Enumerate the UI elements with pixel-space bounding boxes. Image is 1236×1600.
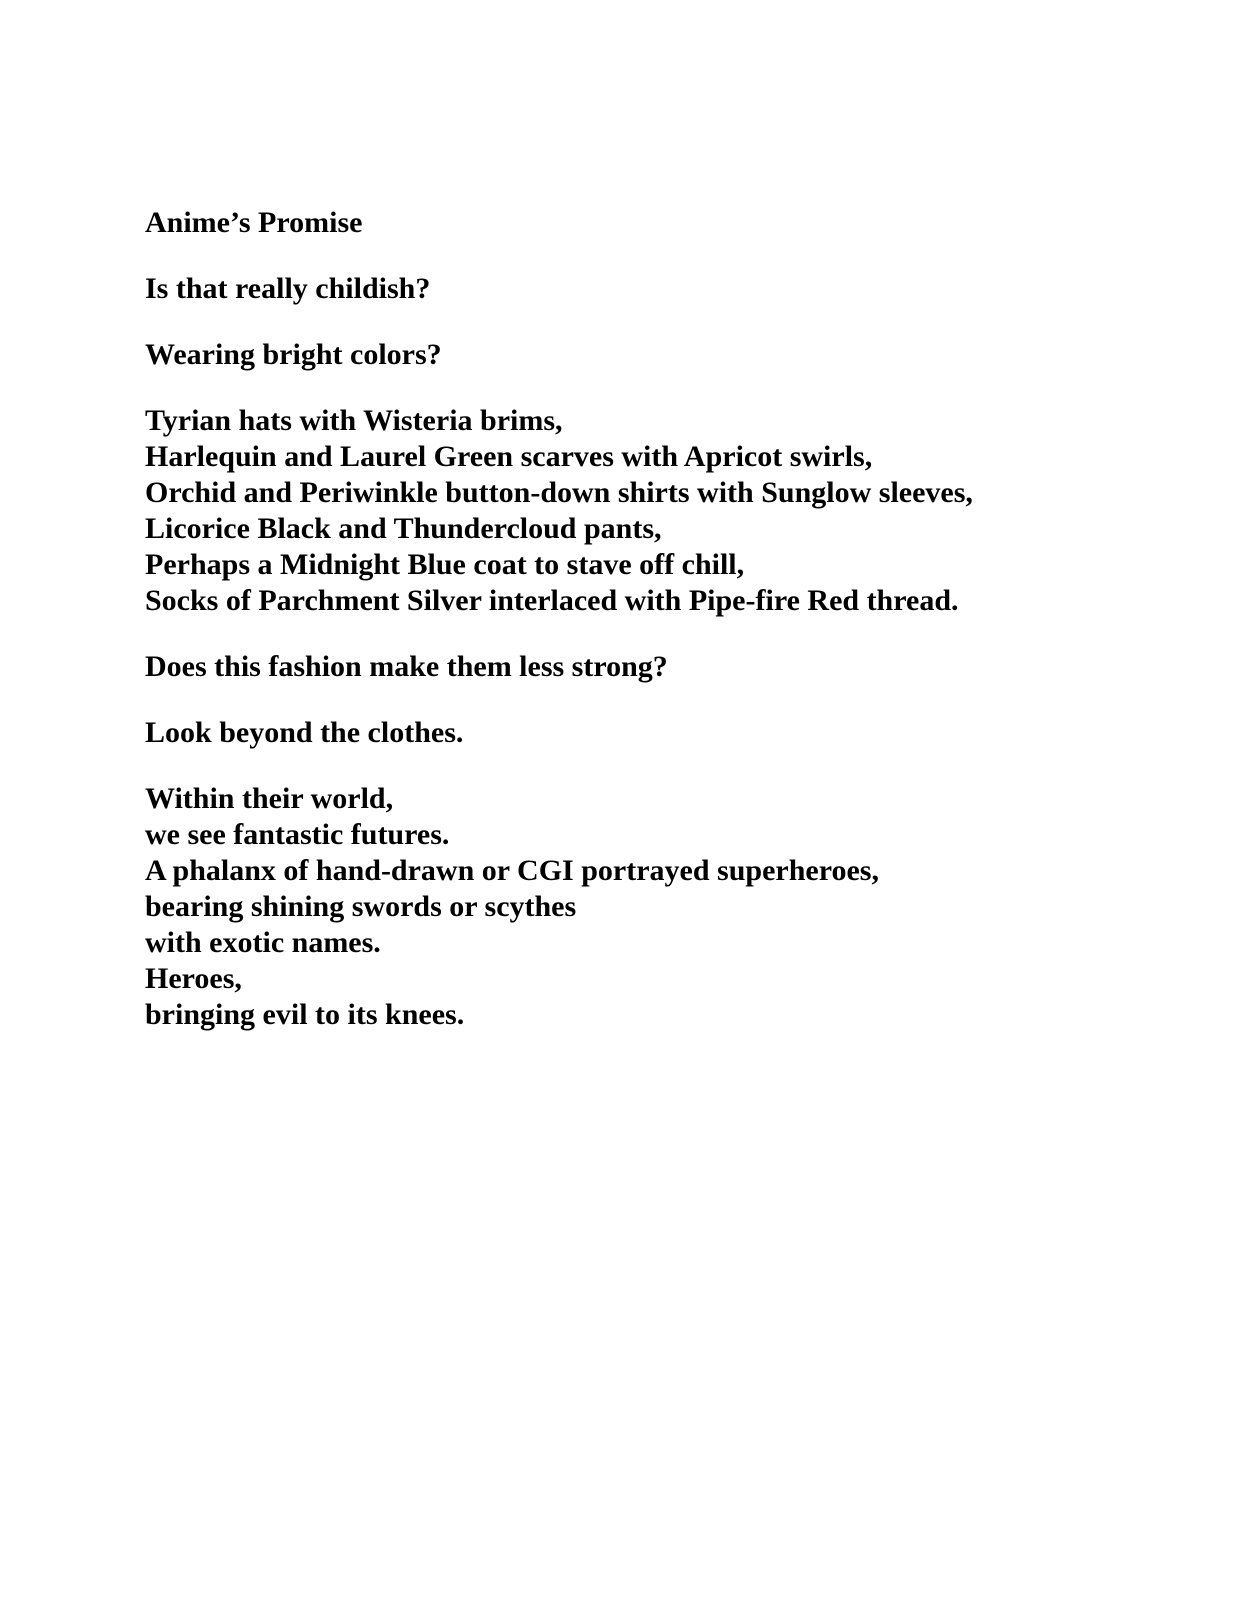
poem-line: Tyrian hats with Wisteria brims, bbox=[145, 404, 563, 437]
poem-line: Orchid and Periwinkle button-down shirts with Sunglow sleeves, bbox=[145, 476, 973, 509]
poem-line: Does this fashion make them less strong? bbox=[145, 650, 668, 683]
stanza bbox=[145, 781, 1156, 1033]
poem-line: Licorice Black and Thundercloud pants, bbox=[145, 512, 662, 545]
poem-line: bearing shining swords or scythes bbox=[145, 890, 577, 923]
stanza bbox=[145, 403, 1156, 619]
poem-line: with exotic names. bbox=[145, 926, 381, 959]
stanza bbox=[145, 649, 1156, 685]
stanza bbox=[145, 715, 1156, 751]
poem-line: we see fantastic futures. bbox=[145, 818, 450, 851]
poem-line: Perhaps a Midnight Blue coat to stave off chill, bbox=[145, 548, 745, 581]
stanza bbox=[145, 271, 1156, 307]
poem-line: Is that really childish? bbox=[145, 272, 431, 305]
poem-line: bringing evil to its knees. bbox=[145, 998, 465, 1031]
poem-title-stanza bbox=[145, 205, 1156, 241]
stanza bbox=[145, 337, 1156, 373]
poem-line: Within their world, bbox=[145, 782, 394, 815]
poem-line: Socks of Parchment Silver interlaced with Pipe-fire Red thread. bbox=[145, 584, 959, 617]
poem-title: Anime’s Promise bbox=[145, 206, 363, 239]
poem-line: A phalanx of hand-drawn or CGI portrayed superheroes, bbox=[145, 854, 879, 887]
poem-line: Harlequin and Laurel Green scarves with Apricot swirls, bbox=[145, 440, 873, 473]
poem-line: Look beyond the clothes. bbox=[145, 716, 464, 749]
poem-line: Wearing bright colors? bbox=[145, 338, 442, 371]
poem-line: Heroes, bbox=[145, 962, 242, 995]
